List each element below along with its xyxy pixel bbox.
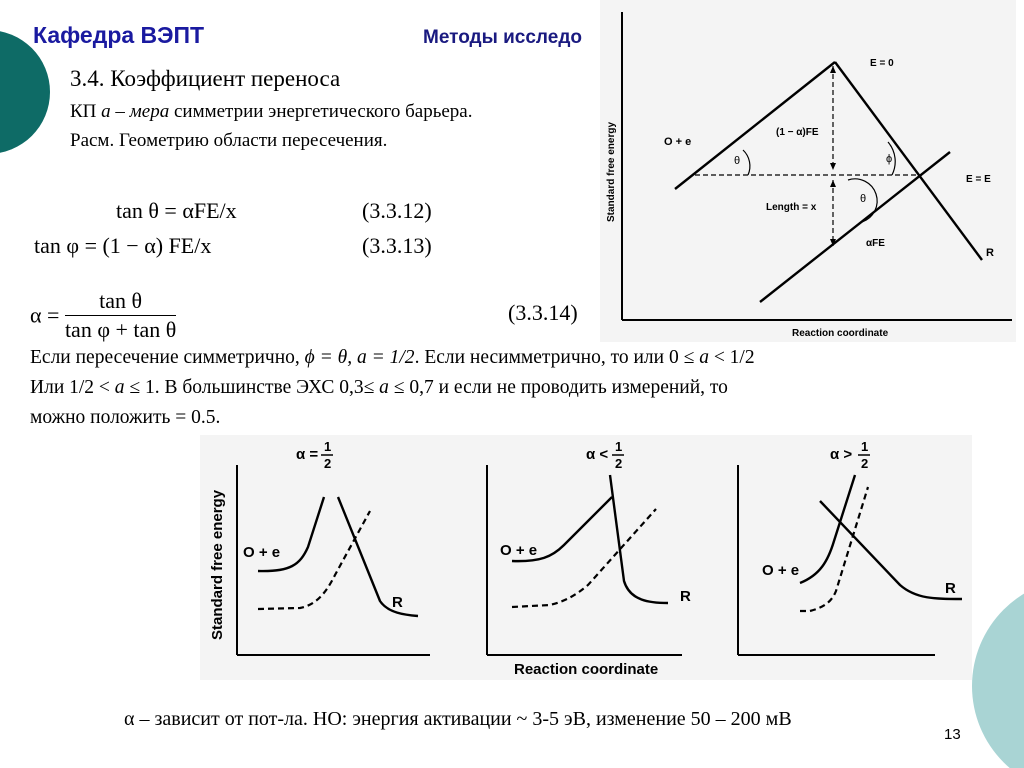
paragraph-line-2 [30,377,728,399]
eq3-number: (3.3.14) [508,300,578,325]
paragraph-line-1 [30,347,755,369]
panel1-r-label: R [392,594,403,611]
eq3-denominator: tan φ + tan θ [64,317,177,342]
top-label-1-minus-alpha-fe: (1 − α)FE [776,127,819,138]
panel3-oe-label: O + e [762,562,800,579]
line1-rest: симметрии энергетического барьера. [169,101,473,122]
top-diagram-bg [600,0,1016,342]
top-label-r: R [986,247,994,259]
bottom-x-axis-label: Reaction coordinate [514,661,659,678]
eq3-numerator: tan θ [65,288,176,316]
top-label-theta2: θ [860,193,867,205]
page-number: 13 [944,726,961,743]
eq2-text: tan φ = (1 − α) FE/x [34,233,212,258]
line1-mera: мера [129,101,170,122]
equation-3-3-14 [30,288,176,343]
panel3-alpha-label: α > [830,446,853,463]
top-label-oe: O + e [664,136,692,148]
bottom-diagram [200,435,972,680]
header-subtitle: Методы исследо [423,27,582,48]
panel2-r-label: R [680,588,691,605]
eq3-lhs: α = [30,302,60,328]
top-diagram [600,0,1016,342]
panel1-frac-den: 2 [324,456,332,471]
panel1-alpha-label: α = [296,446,319,463]
top-label-theta: θ [734,155,741,167]
para-l1-a: Если пересечение симметрично, [30,347,305,368]
header-title: Кафедра ВЭПТ [33,22,205,48]
section-title: 3.4. Коэффициент переноса [70,66,341,91]
line1-alpha: a [101,101,111,122]
top-label-ee: E = E [966,174,991,185]
para-l2-a3: a [379,377,389,398]
para-l1-c: < 1/2 [708,347,755,368]
top-x-axis-label: Reaction coordinate [792,328,889,339]
paragraph-line-3: можно положить = 0.5. [30,407,221,428]
panel2-frac-den: 2 [615,456,623,471]
line1-dash: – [110,101,130,122]
footer-note: α – зависит от пот-ла. НО: энергия активации ~ 3-5 эВ, изменение 50 – 200 мВ [124,708,792,730]
para-l2-b: ≤ 1. В большинстве ЭХС 0,3≤ [124,377,380,398]
panel1-oe-label: O + e [243,544,281,561]
line1-prefix: КП [70,101,102,122]
panel2-frac-num: 1 [615,439,623,454]
eq1-text: tan θ = αFE/x [116,198,237,223]
para-l1-a2: a [699,347,709,368]
top-label-length: Length = x [766,202,817,213]
section-line-1 [70,101,473,123]
bottom-y-axis-label: Standard free energy [209,489,226,640]
top-y-axis-label: Standard free energy [606,121,617,222]
top-label-alpha-fe: αFE [866,238,885,249]
para-l2-a: Или 1/2 < [30,377,115,398]
para-l1-b: . Если несимметрично, то или 0 ≤ [414,347,700,368]
top-label-e0: E = 0 [870,58,894,69]
bottom-diagram-bg [200,435,972,680]
equation-3-3-13 [34,233,211,259]
eq2-number: (3.3.13) [362,233,432,258]
panel3-frac-num: 1 [861,439,869,454]
panel1-frac-num: 1 [324,439,332,454]
section-line-2: Расм. Геометрию области пересечения. [70,130,388,151]
panel3-r-label: R [945,580,956,597]
top-label-phi: ϕ [886,153,893,165]
equation-3-3-12 [116,198,237,224]
para-l1-phi: ϕ = θ, a = 1/2 [304,347,415,368]
eq1-number: (3.3.12) [362,198,432,223]
panel2-alpha-label: α < [586,446,609,463]
panel2-oe-label: O + e [500,542,538,559]
panel3-frac-den: 2 [861,456,869,471]
eq3-fraction [65,288,176,343]
para-l2-c: ≤ 0,7 и если не проводить измерений, то [388,377,728,398]
para-l2-a2: a [114,377,125,398]
light-circle-decoration [972,578,1024,768]
